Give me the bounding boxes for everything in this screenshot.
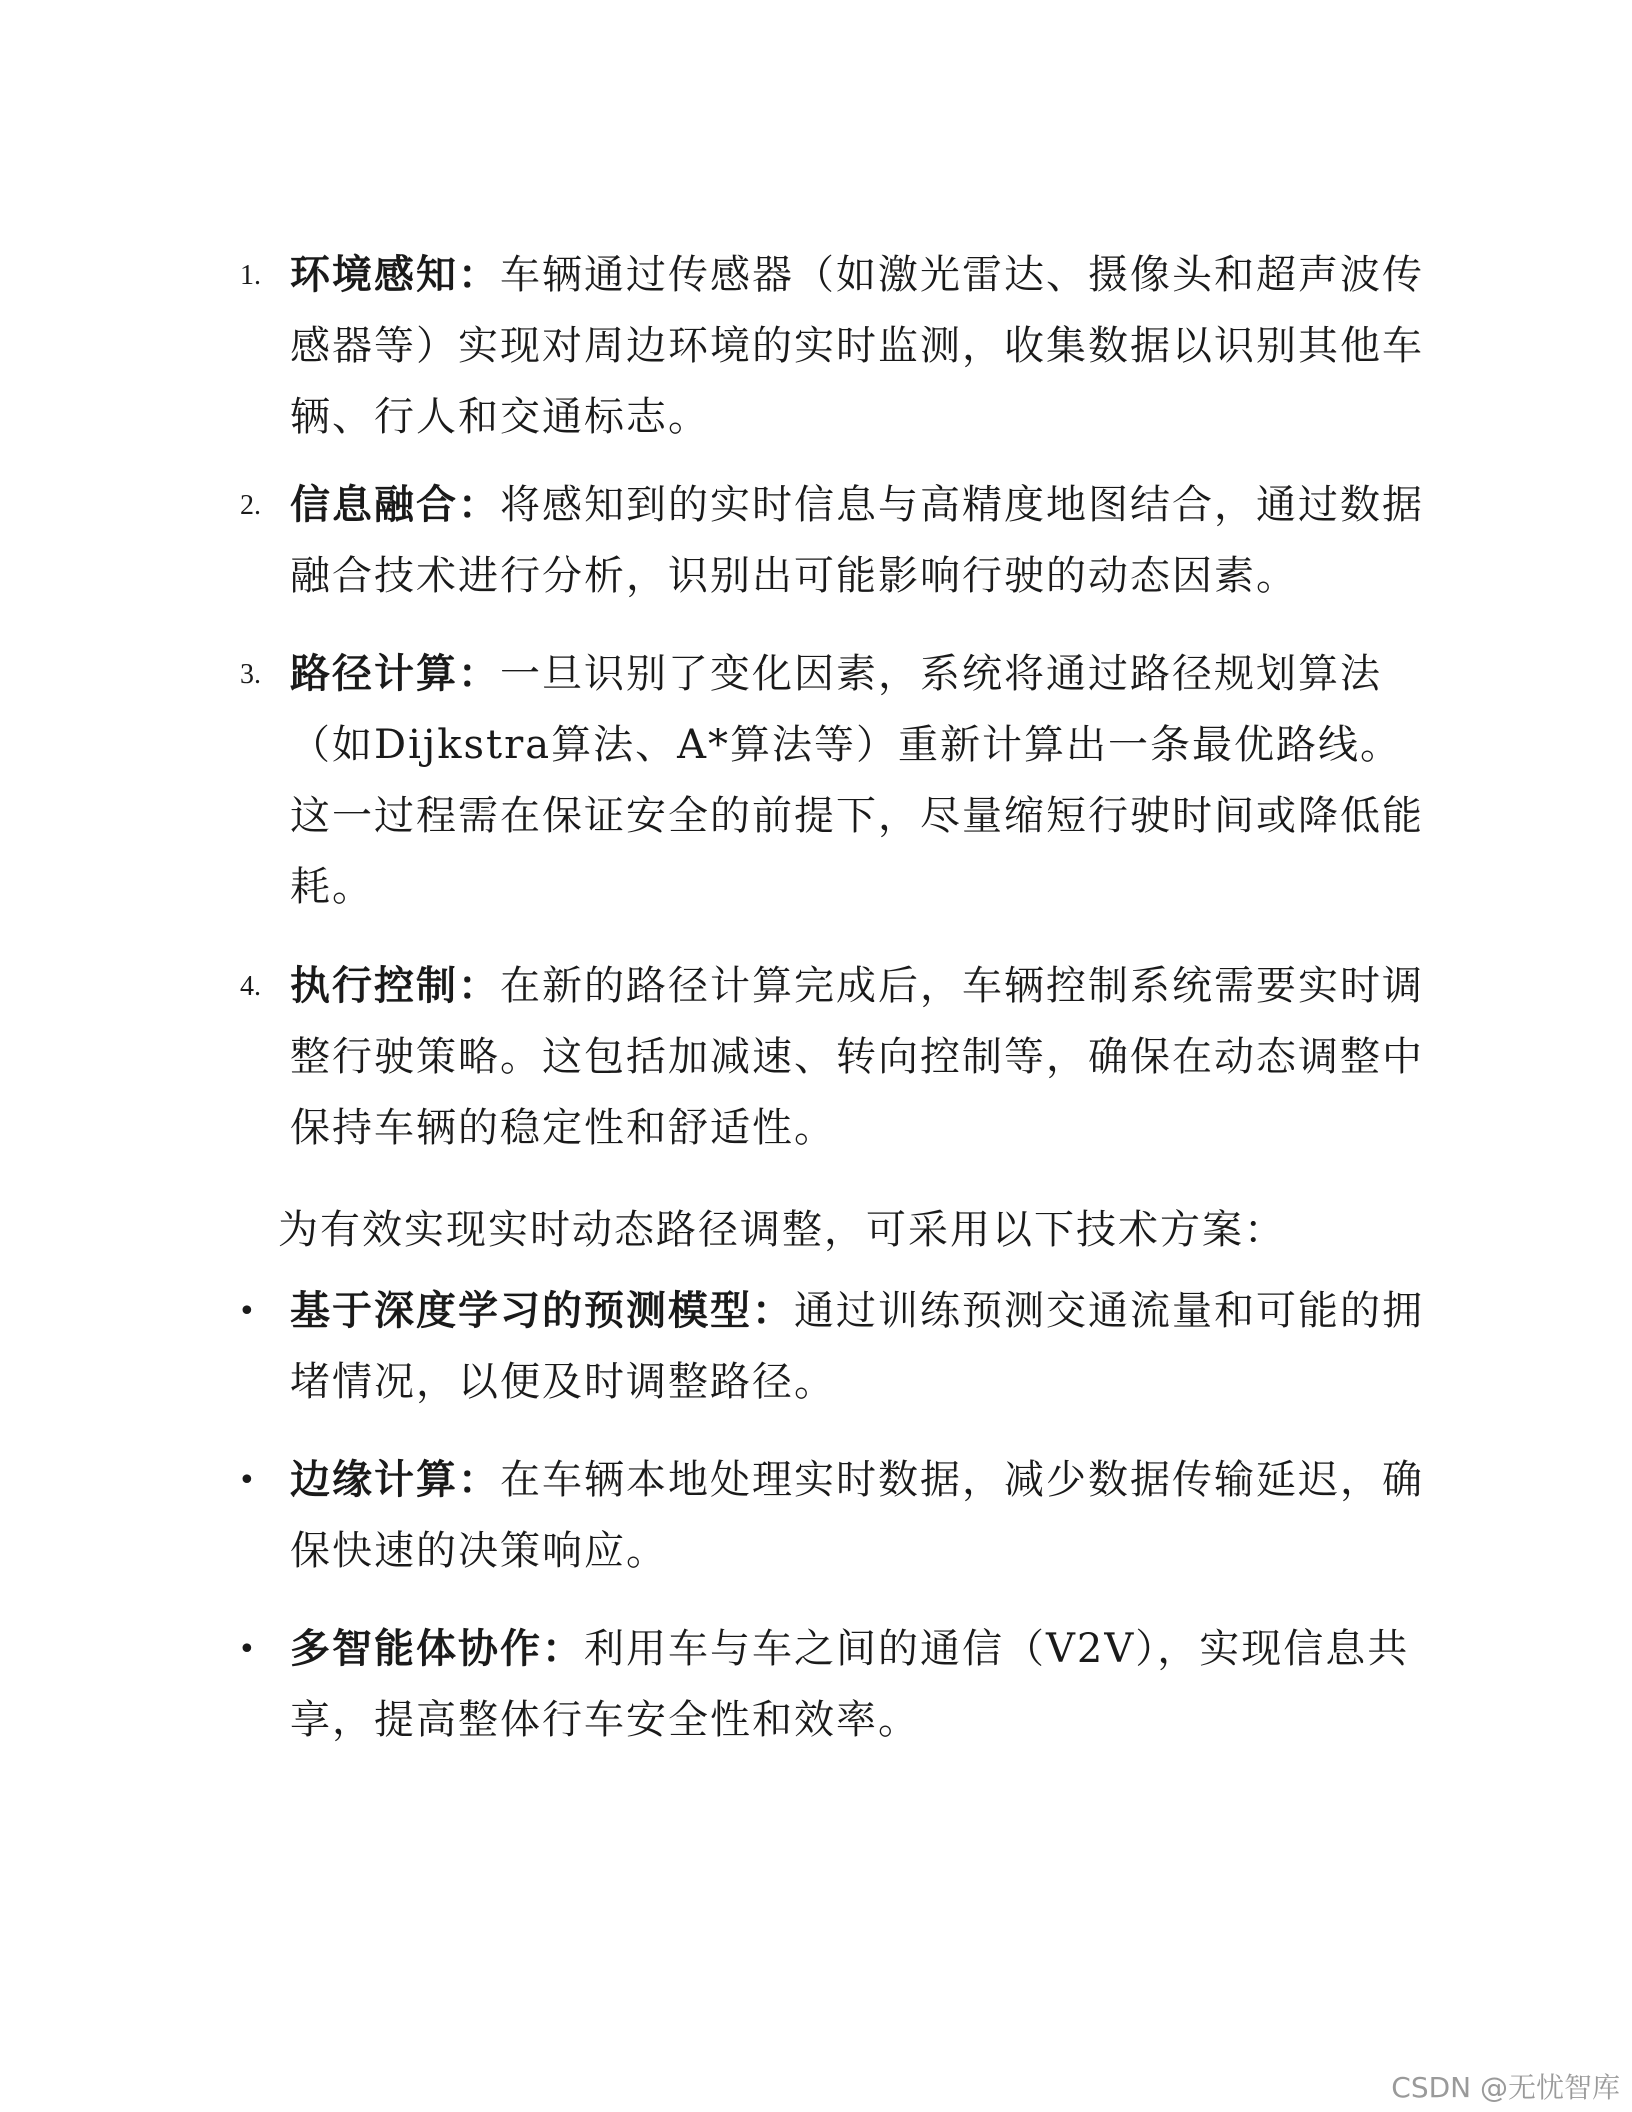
list-number: 1.: [240, 260, 261, 291]
list-number: 4.: [240, 971, 261, 1002]
item-term: 边缘计算：: [290, 1457, 500, 1503]
item-text: 将感知到的实时信息与高精度地图结合，通过数据融合技术进行分析，识别出可能影响行驶的动态因素。: [290, 482, 1424, 599]
watermark: CSDN @无忧智库: [1391, 2071, 1620, 2104]
bullet-item-1: [238, 1276, 1440, 1418]
bullet-marker: •: [238, 1294, 256, 1329]
bullet-marker: •: [238, 1463, 256, 1498]
numbered-item-3: [240, 639, 1440, 923]
numbered-item-2: [240, 470, 1440, 612]
bullet-item-2: [238, 1445, 1440, 1587]
item-text: 利用车与车之间的通信（V2V），实现信息共享，提高整体行车安全性和效率。: [290, 1626, 1410, 1743]
item-text: 在车辆本地处理实时数据，减少数据传输延迟，确保快速的决策响应。: [290, 1457, 1424, 1574]
list-number: 3.: [240, 659, 261, 690]
item-term: 信息融合：: [290, 482, 500, 528]
list-number: 2.: [240, 490, 261, 521]
numbered-item-4: [240, 951, 1440, 1164]
item-text: 一旦识别了变化因素，系统将通过路径规划算法（如Dijkstra算法、A*算法等）重新计算出一条最优路线。这一过程需在保证安全的前提下，尽量缩短行驶时间或降低能耗。: [290, 651, 1424, 910]
bullet-item-3: [238, 1614, 1440, 1756]
numbered-item-1: [240, 240, 1440, 453]
item-term: 环境感知：: [290, 252, 500, 298]
item-term: 基于深度学习的预测模型：: [290, 1288, 794, 1334]
intro-paragraph: 为有效实现实时动态路径调整，可采用以下技术方案：: [278, 1207, 1286, 1253]
item-text: 在新的路径计算完成后，车辆控制系统需要实时调整行驶策略。这包括加减速、转向控制等，确保在动态调整中保持车辆的稳定性和舒适性。: [290, 963, 1424, 1151]
item-text: 车辆通过传感器（如激光雷达、摄像头和超声波传感器等）实现对周边环境的实时监测，收集数据以识别其他车辆、行人和交通标志。: [290, 252, 1424, 440]
item-term: 路径计算：: [290, 651, 500, 697]
item-term: 执行控制：: [290, 963, 500, 1009]
item-text: 通过训练预测交通流量和可能的拥堵情况，以便及时调整路径。: [290, 1288, 1424, 1405]
bullet-marker: •: [238, 1632, 256, 1667]
item-term: 多智能体协作：: [290, 1626, 584, 1672]
